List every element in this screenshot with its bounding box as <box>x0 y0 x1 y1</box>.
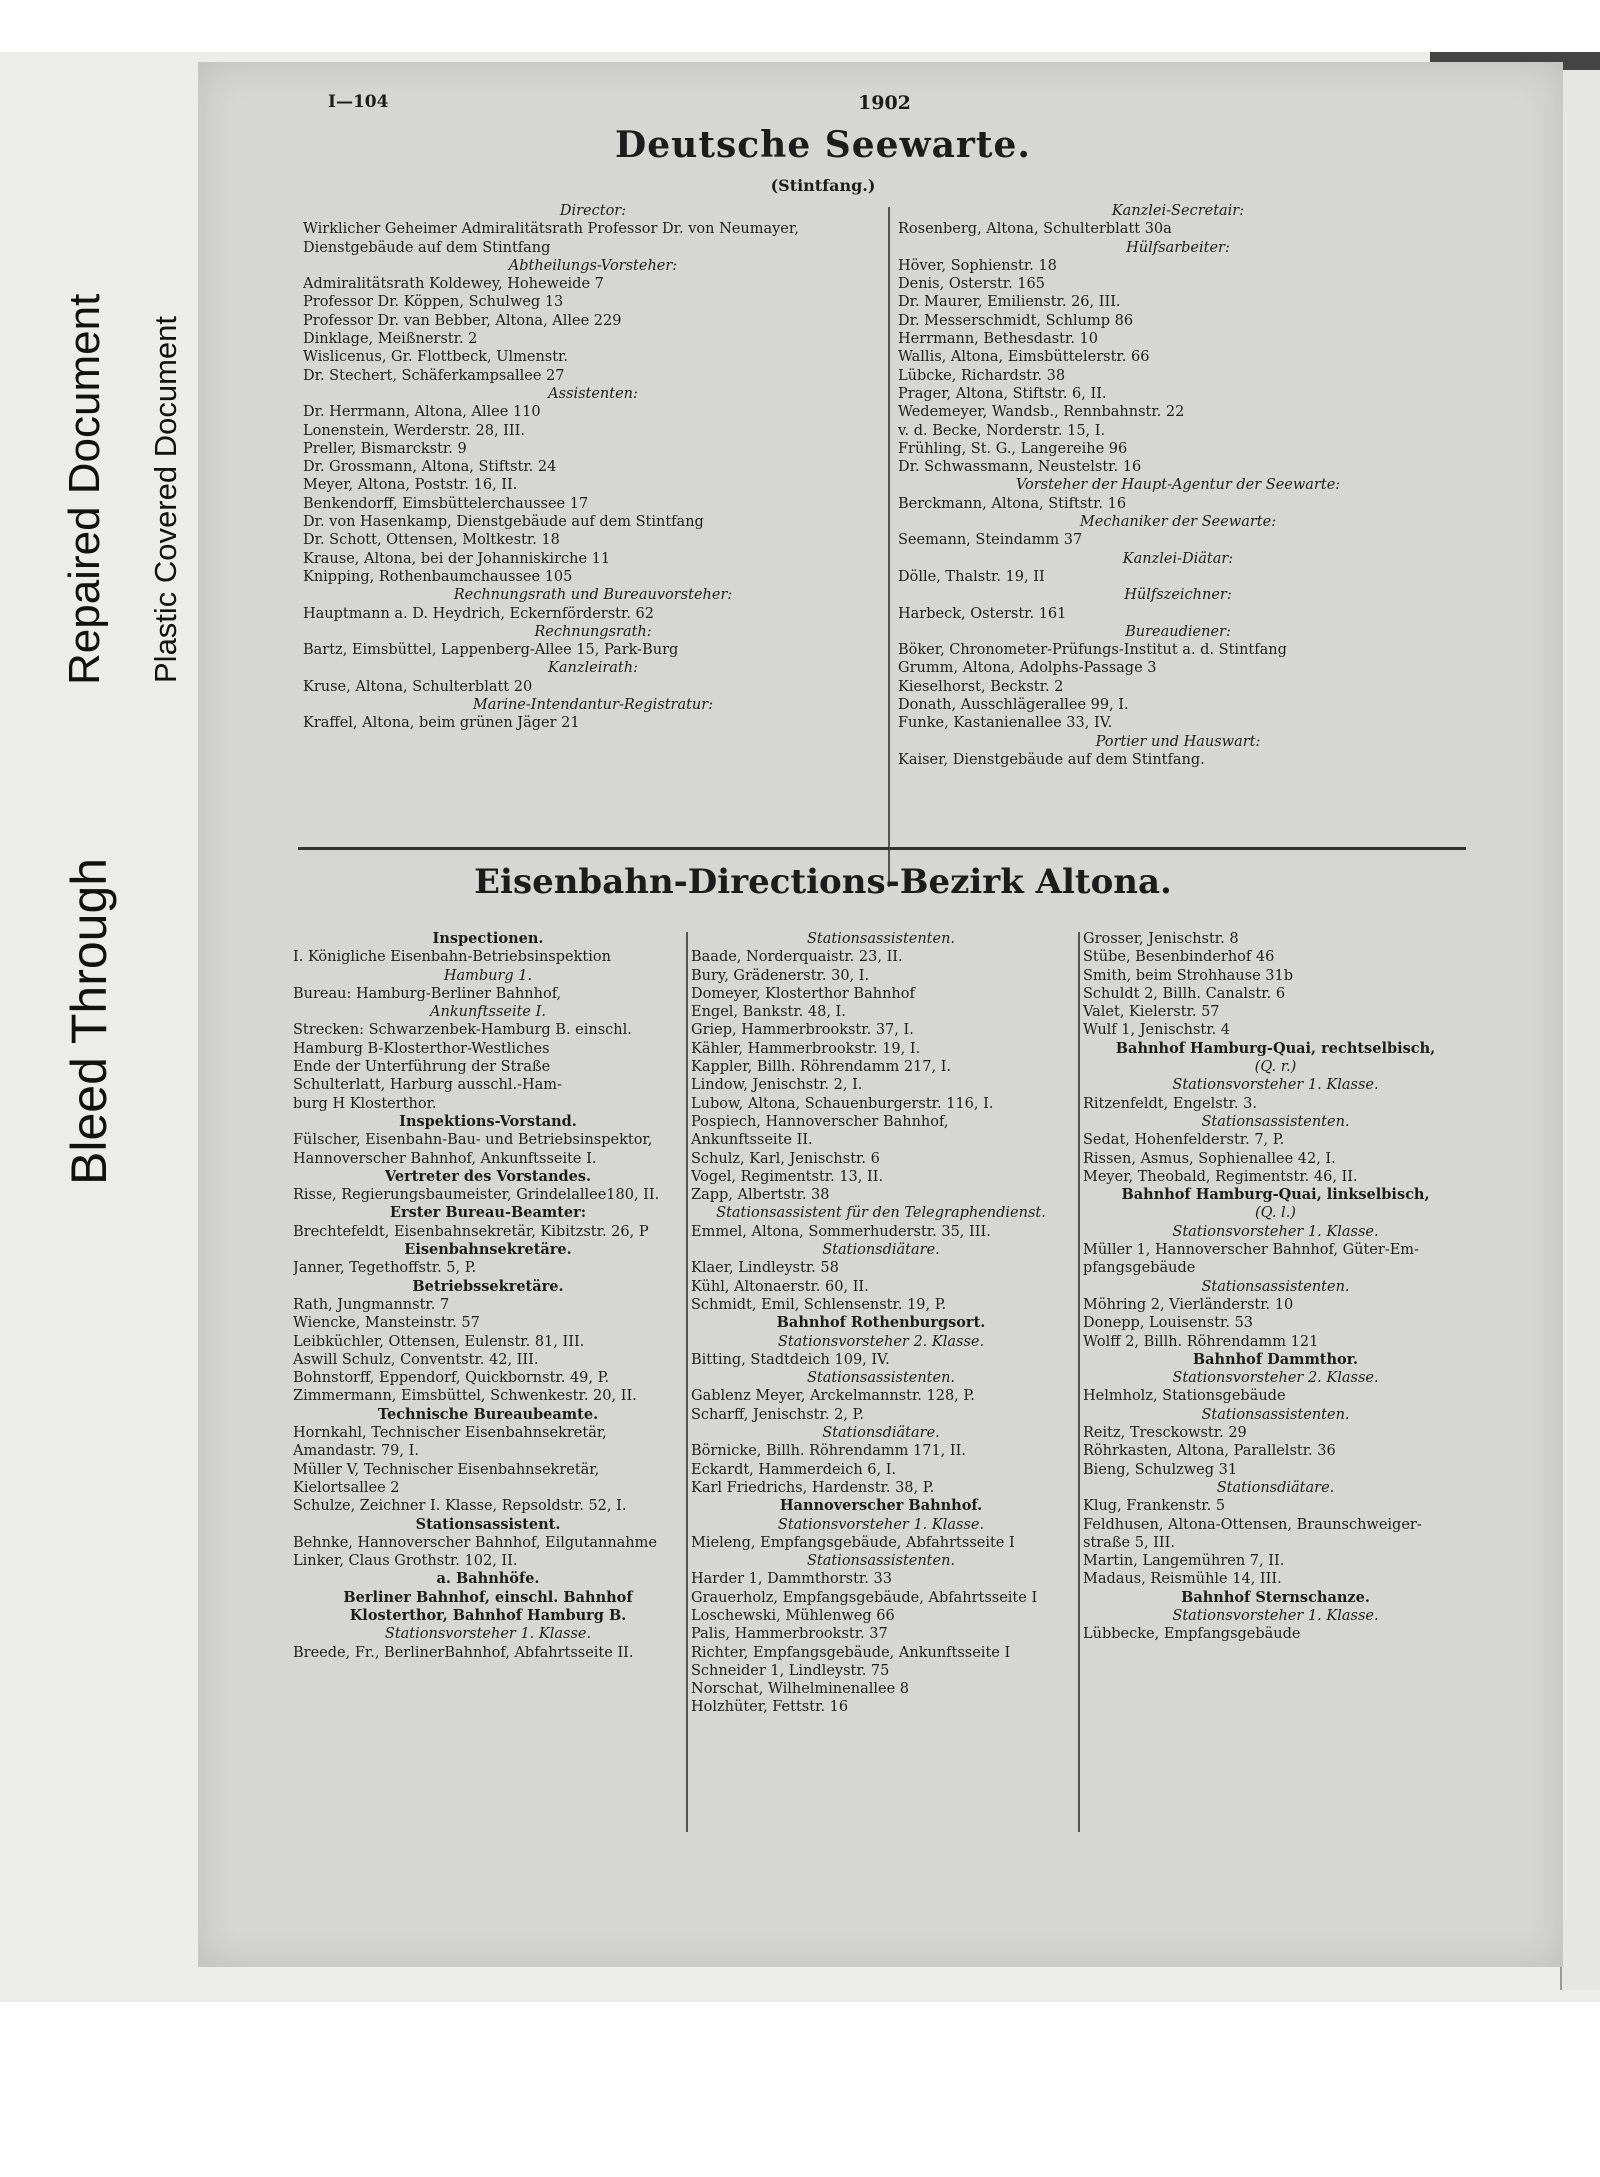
entry-line: Hamburg B-Klosterthor-Westliches <box>293 1040 550 1057</box>
entry-line: Professor Dr. van Bebber, Altona, Allee 229 <box>303 312 622 329</box>
entry-line: Leibküchler, Ottensen, Eulenstr. 81, III. <box>293 1333 585 1350</box>
entry-line: Knipping, Rothenbaumchaussee 105 <box>303 568 573 585</box>
bleed-through-label: Bleed Through <box>61 857 117 1185</box>
entry-line: Harder 1, Dammthorstr. 33 <box>691 1571 892 1588</box>
section-heading: Marine-Intendantur-Registratur: <box>472 697 714 714</box>
section-heading: Assistenten: <box>548 385 638 402</box>
section-heading: Stationsvorsteher 1. Klasse. <box>1172 1223 1379 1240</box>
section-heading: Bahnhof Hamburg-Quai, linkselbisch, <box>1121 1186 1430 1204</box>
entry-line: Preller, Bismarckstr. 9 <box>303 440 467 457</box>
section-heading: Bahnhof Rothenburgsort. <box>776 1314 986 1332</box>
entry-line: Palis, Hammerbrookstr. 37 <box>691 1626 888 1643</box>
entry-line: Kähler, Hammerbrookstr. 19, I. <box>691 1040 921 1057</box>
page-number: I—104 <box>328 92 389 112</box>
entry-line: Kraffel, Altona, beim grünen Jäger 21 <box>303 715 580 732</box>
entry-line: Funke, Kastanienallee 33, IV. <box>898 715 1113 732</box>
entry-line: Dr. Schwassmann, Neustelstr. 16 <box>898 459 1142 476</box>
entry-line: Lubow, Altona, Schauenburgerstr. 116, I. <box>691 1095 994 1112</box>
entry-line: Bureau: Hamburg-Berliner Bahnhof, <box>293 985 562 1002</box>
entry-line: Rath, Jungmannstr. 7 <box>293 1296 450 1313</box>
section-heading: Stationsassistent. <box>415 1515 561 1533</box>
section-heading: Technische Bureaubeamte. <box>377 1405 599 1423</box>
entry-line: Dr. Stechert, Schäferkampsallee 27 <box>303 367 565 384</box>
section-heading: Bahnhof Dammthor. <box>1192 1350 1359 1368</box>
section-heading: Erster Bureau-Beamter: <box>389 1204 587 1222</box>
entry-line: Mieleng, Empfangsgebäude, Abfahrtsseite I <box>691 1534 1015 1551</box>
entry-line: Bartz, Eimsbüttel, Lappenberg-Allee 15, Park-Burg <box>303 642 679 659</box>
entry-line: Linker, Claus Grothstr. 102, II. <box>293 1553 518 1570</box>
entry-line: Dr. Schott, Ottensen, Moltkestr. 18 <box>303 532 560 549</box>
entry-line: Schulz, Karl, Jenischstr. 6 <box>691 1150 880 1167</box>
entry-line: Breede, Fr., BerlinerBahnhof, Abfahrtsseite II. <box>293 1644 634 1661</box>
entry-line: Müller V, Technischer Eisenbahnsekretär, <box>293 1461 600 1478</box>
entry-line: Dr. von Hasenkamp, Dienstgebäude auf dem Stintfang <box>303 514 704 531</box>
entry-line: Kieselhorst, Beckstr. 2 <box>898 678 1064 695</box>
section-heading: Hamburg 1. <box>443 967 533 984</box>
entry-line: Griep, Hammerbrookstr. 37, I. <box>691 1022 914 1039</box>
section-heading: Stationsvorsteher 2. Klasse. <box>777 1333 985 1350</box>
entry-line: Strecken: Schwarzenbek-Hamburg B. einschl. <box>293 1022 632 1039</box>
seewarte-right-column <box>898 202 1458 769</box>
entry-line: Seemann, Steindamm 37 <box>898 532 1083 549</box>
entry-line: Dr. Herrmann, Altona, Allee 110 <box>303 404 541 421</box>
entry-line: Rissen, Asmus, Sophienallee 42, I. <box>1083 1150 1336 1167</box>
section-heading: Kanzlei-Diätar: <box>1122 550 1234 567</box>
entry-line: Engel, Bankstr. 48, I. <box>691 1004 846 1021</box>
entry-line: Harbeck, Osterstr. 161 <box>898 605 1067 622</box>
entry-line: Kappler, Billh. Röhrendamm 217, I. <box>691 1059 952 1076</box>
entry-line: Denis, Osterstr. 165 <box>898 276 1046 293</box>
section-rule <box>298 847 1466 850</box>
section-heading: (Q. r.) <box>1254 1059 1297 1076</box>
entry-line: Schulterlatt, Harburg ausschl.-Ham- <box>293 1077 562 1094</box>
entry-line: Holzhüter, Fettstr. 16 <box>691 1699 849 1716</box>
section-heading: Bureaudiener: <box>1125 623 1231 640</box>
section-heading: Stationsassistenten. <box>806 1370 956 1387</box>
section-heading: Bahnhof Sternschanze. <box>1181 1588 1370 1606</box>
section-heading: Stationsdiätare. <box>822 1242 940 1259</box>
section-heading: Rechnungsrath: <box>534 623 652 640</box>
column-divider <box>1078 932 1080 1832</box>
entry-line: Frühling, St. G., Langereihe 96 <box>898 440 1128 457</box>
entry-line: Martin, Langemühren 7, II. <box>1083 1553 1285 1570</box>
section-heading: Bahnhof Hamburg-Quai, rechtselbisch, <box>1115 1039 1436 1057</box>
entry-line: Höver, Sophienstr. 18 <box>898 257 1057 274</box>
page-subtitle: (Stintfang.) <box>770 176 876 195</box>
entry-line: Sedat, Hohenfelderstr. 7, P. <box>1083 1132 1285 1149</box>
entry-line: Behnke, Hannoverscher Bahnhof, Eilgutannahme <box>293 1534 657 1551</box>
entry-line: Donepp, Louisenstr. 53 <box>1083 1315 1254 1332</box>
section-heading: Stationsassistenten. <box>1201 1113 1350 1130</box>
next-page-edge <box>1560 70 1600 1990</box>
entry-line: Klug, Frankenstr. 5 <box>1083 1498 1226 1515</box>
entry-line: Klaer, Lindleystr. 58 <box>691 1260 839 1277</box>
section-heading: Stationsassistenten. <box>1201 1278 1350 1295</box>
section-heading: Kanzlei-Secretair: <box>1111 203 1245 219</box>
entry-line: Dr. Messerschmidt, Schlump 86 <box>898 312 1134 329</box>
entry-line: Lübcke, Richardstr. 38 <box>898 367 1066 384</box>
entry-line: Madaus, Reismühle 14, III. <box>1083 1571 1282 1588</box>
section-heading: Stationsassistenten. <box>806 1553 956 1570</box>
entry-line: Donath, Ausschlägerallee 99, I. <box>898 697 1129 714</box>
entry-line: Kaiser, Dienstgebäude auf dem Stintfang. <box>898 751 1205 768</box>
section-heading: Vorsteher der Haupt-Agentur der Seewarte: <box>1015 477 1341 494</box>
entry-line: Herrmann, Bethesdastr. 10 <box>898 331 1099 348</box>
entry-line: Bieng, Schulzweg 31 <box>1083 1461 1238 1478</box>
entry-line: Krause, Altona, bei der Johanniskirche 11 <box>303 550 611 567</box>
entry-line: Bohnstorff, Eppendorf, Quickbornstr. 49, P. <box>293 1370 610 1387</box>
entry-line: Hauptmann a. D. Heydrich, Eckernförderstr. 62 <box>303 605 654 622</box>
entry-line: Domeyer, Klosterthor Bahnhof <box>691 985 915 1002</box>
entry-line: Prager, Altona, Stiftstr. 6, II. <box>898 385 1107 402</box>
entry-line: Röhrkasten, Altona, Parallelstr. 36 <box>1083 1443 1336 1460</box>
section-heading: Hülfsarbeiter: <box>1126 239 1230 256</box>
section-heading: Vertreter des Vorstandes. <box>384 1167 592 1185</box>
section-heading: Stationsassistenten. <box>1201 1406 1350 1423</box>
entry-line: Emmel, Altona, Sommerhuderstr. 35, III. <box>691 1223 991 1240</box>
entry-line: Schmidt, Emil, Schlensenstr. 19, P. <box>691 1296 947 1313</box>
entry-line: Karl Friedrichs, Hardenstr. 38, P. <box>691 1479 935 1496</box>
entry-line: Lindow, Jenischstr. 2, I. <box>691 1077 863 1094</box>
entry-line: Zapp, Albertstr. 38 <box>691 1187 830 1204</box>
entry-line: Vogel, Regimentstr. 13, II. <box>691 1168 884 1185</box>
section-heading: Mechaniker der Seewarte: <box>1079 514 1277 531</box>
section-heading: Eisenbahnsekretäre. <box>404 1241 572 1259</box>
entry-line: Wirklicher Geheimer Admiralitätsrath Professor Dr. von Neumayer, <box>303 221 799 238</box>
entry-line: Kühl, Altonaerstr. 60, II. <box>691 1278 869 1295</box>
section-heading: Stationsassistenten. <box>806 931 956 947</box>
entry-line: Böker, Chronometer-Prüfungs-Institut a. d. Stintfang <box>898 642 1287 659</box>
page-year: 1902 <box>858 92 911 114</box>
scanned-page <box>198 62 1563 1967</box>
entry-line: Berckmann, Altona, Stiftstr. 16 <box>898 495 1127 512</box>
entry-line: Hannoverscher Bahnhof, Ankunftsseite I. <box>293 1150 597 1167</box>
entry-line: Ankunftsseite II. <box>691 1132 813 1149</box>
entry-line: Kruse, Altona, Schulterblatt 20 <box>303 678 533 695</box>
entry-line: Müller 1, Hannoverscher Bahnhof, Güter-Em- <box>1083 1242 1419 1259</box>
entry-line: Dr. Grossmann, Altona, Stiftstr. 24 <box>303 459 557 476</box>
section-heading: Rechnungsrath und Bureauvorsteher: <box>453 587 733 604</box>
section-heading: Betriebssekretäre. <box>412 1277 564 1295</box>
entry-line: Hornkahl, Technischer Eisenbahnsekretär, <box>293 1425 607 1442</box>
entry-line: Bury, Grädenerstr. 30, I. <box>691 967 870 984</box>
entry-line: burg H Klosterthor. <box>293 1095 437 1112</box>
entry-line: Feldhusen, Altona-Ottensen, Braunschweiger- <box>1083 1516 1422 1533</box>
entry-line: Norschat, Wilhelminenallee 8 <box>691 1681 909 1698</box>
entry-line: v. d. Becke, Norderstr. 15, I. <box>898 422 1106 439</box>
entry-line: Scharff, Jenischstr. 2, P. <box>691 1406 864 1423</box>
entry-line: Wolff 2, Billh. Röhrendamm 121 <box>1083 1333 1319 1350</box>
entry-line: Pospiech, Hannoverscher Bahnhof, <box>691 1113 949 1130</box>
repaired-document-label: Repaired Document <box>60 293 109 685</box>
entry-line: Dr. Maurer, Emilienstr. 26, III. <box>898 294 1121 311</box>
entry-line: Schuldt 2, Billh. Canalstr. 6 <box>1083 985 1286 1002</box>
section-heading: Klosterthor, Bahnhof Hamburg B. <box>349 1606 627 1624</box>
entry-line: Ritzenfeldt, Engelstr. 3. <box>1083 1095 1257 1112</box>
entry-line: Janner, Tegethoffstr. 5, P. <box>293 1260 477 1277</box>
entry-line: Wislicenus, Gr. Flottbeck, Ulmenstr. <box>303 349 568 366</box>
entry-line: Dinklage, Meißnerstr. 2 <box>303 331 478 348</box>
entry-line: Grosser, Jenischstr. 8 <box>1083 931 1239 947</box>
section-heading: Director: <box>559 203 627 219</box>
entry-line: Schulze, Zeichner I. Klasse, Repsoldstr. 52, I. <box>293 1498 627 1515</box>
section-heading: Stationsdiätare. <box>1216 1479 1335 1496</box>
entry-line: Brechtefeldt, Eisenbahnsekretär, Kibitzstr. 26, P <box>293 1223 649 1240</box>
entry-line: Wulf 1, Jenischstr. 4 <box>1083 1022 1231 1039</box>
entry-line: Dölle, Thalstr. 19, II <box>898 568 1045 585</box>
section-heading: Inspektions-Vorstand. <box>399 1112 577 1130</box>
entry-line: Ende der Unterführung der Straße <box>293 1059 551 1076</box>
entry-line: Eckardt, Hammerdeich 6, I. <box>691 1461 897 1478</box>
entry-line: Lübbecke, Empfangsgebäude <box>1083 1626 1301 1643</box>
section-heading: Stationsvorsteher 1. Klasse. <box>777 1516 985 1533</box>
entry-line: Meyer, Altona, Poststr. 16, II. <box>303 477 518 494</box>
column-divider <box>888 207 890 887</box>
entry-line: Wedemeyer, Wandsb., Rennbahnstr. 22 <box>898 404 1185 421</box>
section-heading: Inspectionen. <box>432 930 544 947</box>
entry-line: Stübe, Besenbinderhof 46 <box>1083 949 1275 966</box>
entry-line: Wiencke, Mansteinstr. 57 <box>293 1315 480 1332</box>
section-heading: Hannoverscher Bahnhof. <box>779 1497 983 1515</box>
entry-line: Zimmermann, Eimsbüttel, Schwenkestr. 20, II. <box>293 1388 637 1405</box>
section-heading: Stationsdiätare. <box>822 1425 940 1442</box>
entry-line: Dienstgebäude auf dem Stintfang <box>303 239 551 256</box>
section-heading: a. Bahnhöfe. <box>436 1570 540 1588</box>
railway-column-1 <box>293 930 683 1662</box>
section-title: Eisenbahn-Directions-Bezirk Altona. <box>474 862 1172 902</box>
section-heading: Portier und Hauswart: <box>1095 733 1261 750</box>
plastic-covered-label: Plastic Covered Document <box>148 316 183 683</box>
railway-column-2 <box>691 930 1071 1717</box>
entry-line: Aswill Schulz, Conventstr. 42, III. <box>293 1351 539 1368</box>
entry-line: Grumm, Altona, Adolphs-Passage 3 <box>898 660 1157 677</box>
entry-line: pfangsgebäude <box>1083 1260 1196 1277</box>
section-heading: Stationsvorsteher 2. Klasse. <box>1172 1370 1379 1387</box>
entry-line: Baade, Norderquaistr. 23, II. <box>691 949 903 966</box>
entry-line: I. Königliche Eisenbahn-Betriebsinspektion <box>293 949 611 966</box>
section-heading: Stationsvorsteher 1. Klasse. <box>384 1626 592 1643</box>
entry-line: Grauerholz, Empfangsgebäude, Abfahrtsseite I <box>691 1589 1038 1606</box>
entry-line: Gablenz Meyer, Arckelmannstr. 128, P. <box>691 1388 975 1405</box>
entry-line: Fülscher, Eisenbahn-Bau- und Betriebsinspektor, <box>293 1132 653 1149</box>
entry-line: Rosenberg, Altona, Schulterblatt 30a <box>898 221 1172 238</box>
entry-line: Admiralitätsrath Koldewey, Hoheweide 7 <box>303 276 604 293</box>
entry-line: Professor Dr. Köppen, Schulweg 13 <box>303 294 564 311</box>
entry-line: Valet, Kielerstr. 57 <box>1083 1004 1220 1021</box>
entry-line: Lonenstein, Werderstr. 28, III. <box>303 422 525 439</box>
entry-line: Wallis, Altona, Eimsbüttelerstr. 66 <box>898 349 1150 366</box>
section-heading: Hülfszeichner: <box>1124 587 1232 604</box>
entry-line: straße 5, III. <box>1083 1534 1175 1551</box>
entry-line: Möhring 2, Vierländerstr. 10 <box>1083 1296 1294 1313</box>
section-heading: Stationsassistent für den Telegraphendienst. <box>716 1205 1046 1222</box>
section-heading: Berliner Bahnhof, einschl. Bahnhof <box>343 1588 633 1606</box>
entry-line: Smith, beim Strohhause 31b <box>1083 967 1294 984</box>
entry-line: Loschewski, Mühlenweg 66 <box>691 1607 895 1624</box>
entry-line: Bitting, Stadtdeich 109, IV. <box>691 1351 890 1368</box>
entry-line: Börnicke, Billh. Röhrendamm 171, II. <box>691 1443 966 1460</box>
section-heading: Ankunftsseite I. <box>430 1004 546 1021</box>
entry-line: Risse, Regierungsbaumeister, Grindelallee180, II. <box>293 1187 660 1204</box>
entry-line: Reitz, Tresckowstr. 29 <box>1083 1425 1247 1442</box>
entry-line: Benkendorff, Eimsbüttelerchaussee 17 <box>303 495 589 512</box>
section-heading: (Q. l.) <box>1255 1205 1296 1222</box>
side-labels <box>0 0 200 1185</box>
entry-line: Richter, Empfangsgebäude, Ankunftsseite I <box>691 1644 1011 1661</box>
section-heading: Stationsvorsteher 1. Klasse. <box>1172 1607 1379 1624</box>
page-title: Deutsche Seewarte. <box>615 124 1031 166</box>
section-heading: Abtheilungs-Vorsteher: <box>508 257 678 274</box>
column-divider <box>686 932 688 1832</box>
section-heading: Stationsvorsteher 1. Klasse. <box>1172 1077 1379 1094</box>
entry-line: Meyer, Theobald, Regimentstr. 46, II. <box>1083 1168 1358 1185</box>
entry-line: Schneider 1, Lindleystr. 75 <box>691 1662 890 1679</box>
section-heading: Kanzleirath: <box>548 660 638 677</box>
seewarte-left-column <box>303 202 883 733</box>
entry-line: Amandastr. 79, I. <box>293 1443 419 1460</box>
entry-line: Kielortsallee 2 <box>293 1479 400 1496</box>
entry-line: Helmholz, Stationsgebäude <box>1083 1388 1286 1405</box>
railway-column-3 <box>1083 930 1468 1644</box>
